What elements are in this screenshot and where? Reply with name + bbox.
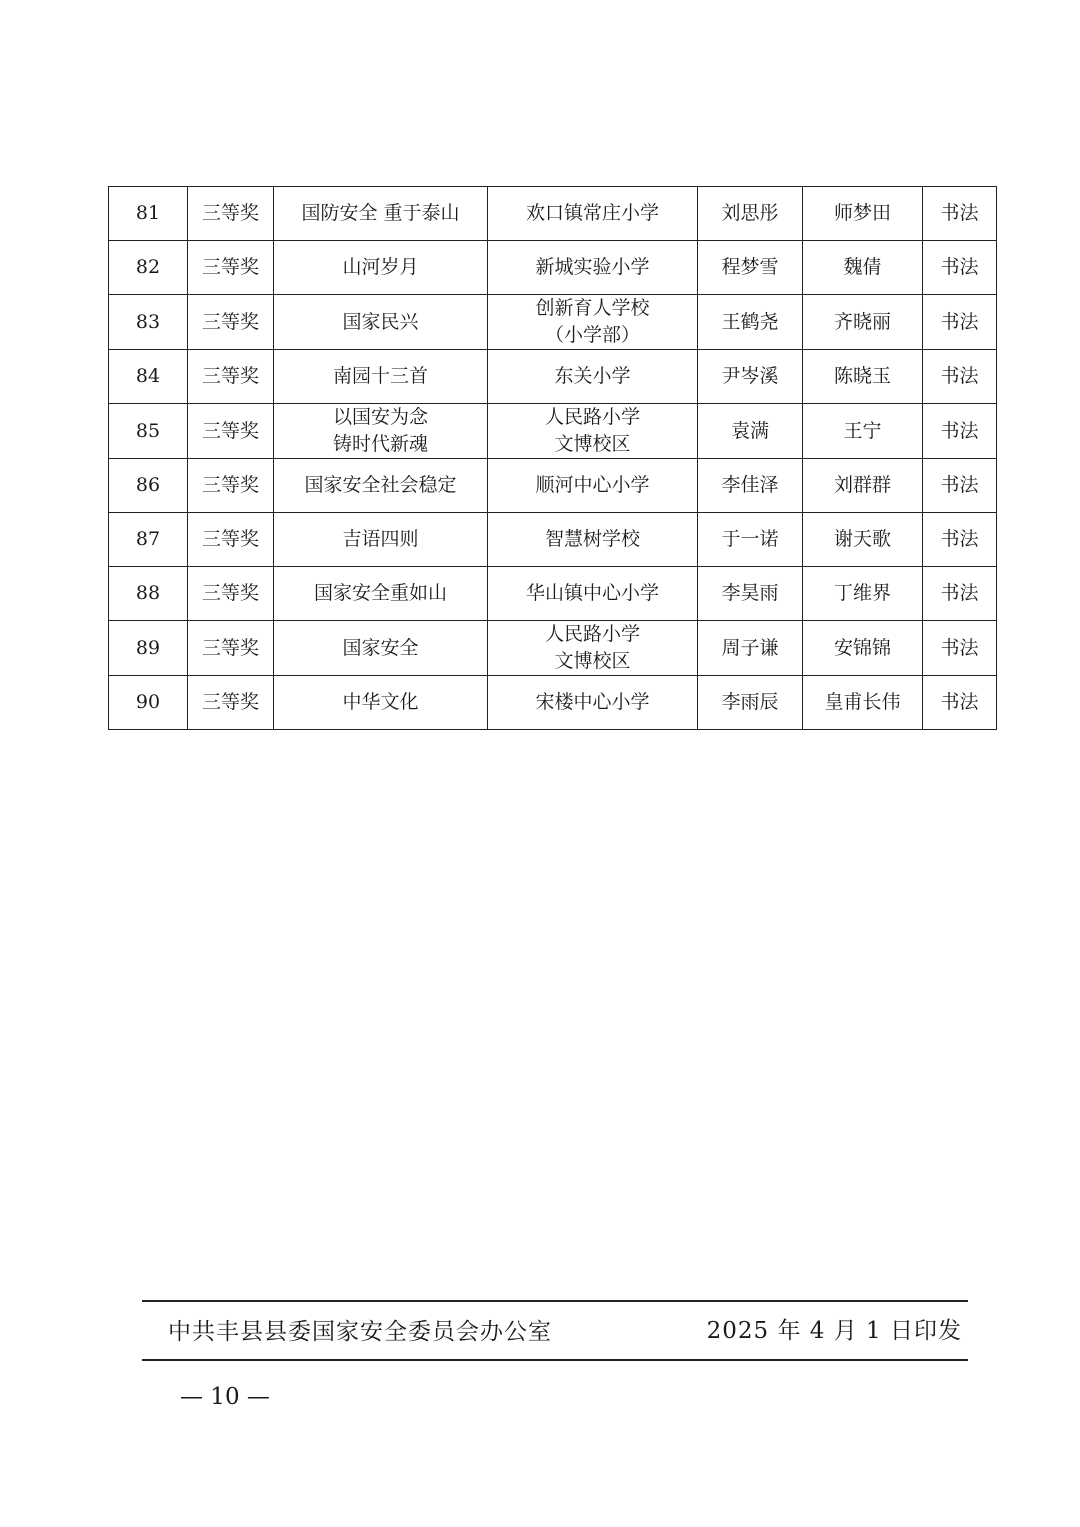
- cell-student: 李雨辰: [698, 676, 803, 730]
- cell-school-line: 文博校区: [554, 650, 631, 672]
- cell-no: 88: [109, 567, 188, 621]
- cell-category: 书法: [923, 676, 997, 730]
- cell-title-line: 铸时代新魂: [332, 433, 428, 455]
- cell-school-line: （小学部）: [544, 324, 640, 346]
- cell-teacher: 丁维界: [803, 567, 923, 621]
- cell-award: 三等奖: [188, 295, 274, 350]
- cell-school-line: 欢口镇常庄小学: [525, 202, 659, 224]
- cell-category: 书法: [923, 567, 997, 621]
- cell-no: 82: [109, 241, 188, 295]
- cell-student: 袁满: [698, 404, 803, 459]
- cell-no: 83: [109, 295, 188, 350]
- table-row: [109, 676, 997, 730]
- cell-student: 尹岑溪: [698, 350, 803, 404]
- cell-school-line: 新城实验小学: [535, 256, 650, 278]
- cell-teacher: 皇甫长伟: [803, 676, 923, 730]
- cell-teacher: 齐晓丽: [803, 295, 923, 350]
- cell-student: 刘思彤: [698, 187, 803, 241]
- cell-no: 87: [109, 513, 188, 567]
- cell-no: 86: [109, 459, 188, 513]
- cell-student: 于一诺: [698, 513, 803, 567]
- cell-school-line: 宋楼中心小学: [535, 691, 650, 713]
- cell-teacher: 陈晓玉: [803, 350, 923, 404]
- cell-school: [488, 567, 698, 621]
- cell-category: 书法: [923, 621, 997, 676]
- table-row: [109, 459, 997, 513]
- table-row: [109, 241, 997, 295]
- cell-title-line: 国家安全: [342, 636, 419, 659]
- cell-title: [274, 404, 488, 459]
- page-number: — 10 —: [180, 1384, 270, 1410]
- cell-category: 书法: [923, 513, 997, 567]
- cell-category: 书法: [923, 404, 997, 459]
- cell-school: [488, 459, 698, 513]
- cell-title-line: 吉语四则: [342, 528, 419, 550]
- cell-title-line: 南园十三首: [332, 365, 428, 387]
- cell-title: [274, 676, 488, 730]
- cell-no: 84: [109, 350, 188, 404]
- cell-no: 90: [109, 676, 188, 730]
- cell-teacher: 谢天歌: [803, 513, 923, 567]
- cell-award: 三等奖: [188, 676, 274, 730]
- table-row: [109, 404, 997, 459]
- cell-award: 三等奖: [188, 567, 274, 621]
- cell-school-line: 智慧树学校: [544, 528, 640, 550]
- cell-title: [274, 621, 488, 676]
- cell-no: 89: [109, 621, 188, 676]
- cell-teacher: 刘群群: [803, 459, 923, 513]
- cell-student: 李昊雨: [698, 567, 803, 621]
- cell-school: [488, 187, 698, 241]
- cell-title-line: 山河岁月: [342, 256, 419, 278]
- cell-student: 程梦雪: [698, 241, 803, 295]
- table-row: [109, 295, 997, 350]
- cell-school: [488, 621, 698, 676]
- cell-teacher: 师梦田: [803, 187, 923, 241]
- cell-title: [274, 350, 488, 404]
- issuer-name: 中共丰县县委国家安全委员会办公室: [168, 1319, 552, 1345]
- table-row: [109, 350, 997, 404]
- cell-school-line: 人民路小学: [544, 406, 640, 428]
- cell-school: [488, 295, 698, 350]
- cell-title: [274, 513, 488, 567]
- cell-title-line: 以国安为念: [332, 406, 428, 428]
- table-row: [109, 513, 997, 567]
- cell-teacher: 王宁: [803, 404, 923, 459]
- cell-school-line: 文博校区: [554, 433, 631, 455]
- cell-no: 85: [109, 404, 188, 459]
- cell-school-line: 东关小学: [554, 365, 631, 387]
- cell-title: [274, 187, 488, 241]
- cell-category: 书法: [923, 241, 997, 295]
- cell-school: [488, 676, 698, 730]
- award-table: [108, 186, 997, 730]
- cell-school: [488, 513, 698, 567]
- cell-title-line: 国家安全社会稳定: [304, 474, 457, 496]
- cell-school-line: 华山镇中心小学: [525, 582, 659, 604]
- cell-award: 三等奖: [188, 187, 274, 241]
- table-row: [109, 187, 997, 241]
- cell-school: [488, 404, 698, 459]
- cell-category: 书法: [923, 295, 997, 350]
- cell-student: 王鹤尧: [698, 295, 803, 350]
- footer-top-rule: [142, 1300, 968, 1302]
- cell-award: 三等奖: [188, 404, 274, 459]
- cell-award: 三等奖: [188, 350, 274, 404]
- cell-title: [274, 567, 488, 621]
- cell-title-line: 国防安全 重于泰山: [301, 202, 460, 224]
- cell-title: [274, 295, 488, 350]
- cell-title-line: 国家民兴: [342, 310, 419, 333]
- table-body: [109, 187, 997, 730]
- cell-no: 81: [109, 187, 188, 241]
- cell-title-line: 中华文化: [342, 691, 419, 713]
- cell-category: 书法: [923, 350, 997, 404]
- table-row: [109, 621, 997, 676]
- cell-category: 书法: [923, 187, 997, 241]
- cell-award: 三等奖: [188, 621, 274, 676]
- cell-school: [488, 350, 698, 404]
- cell-student: 李佳泽: [698, 459, 803, 513]
- footer-bottom-rule: [142, 1359, 968, 1361]
- cell-school-line: 创新育人学校: [535, 297, 650, 319]
- cell-title: [274, 241, 488, 295]
- issue-date: 2025 年 4 月 1 日印发: [706, 1318, 962, 1344]
- cell-student: 周子谦: [698, 621, 803, 676]
- cell-teacher: 魏倩: [803, 241, 923, 295]
- cell-school: [488, 241, 698, 295]
- cell-title-line: 国家安全重如山: [313, 582, 447, 604]
- table-row: [109, 567, 997, 621]
- cell-title: [274, 459, 488, 513]
- cell-category: 书法: [923, 459, 997, 513]
- cell-school-line: 顺河中心小学: [535, 474, 650, 496]
- cell-award: 三等奖: [188, 241, 274, 295]
- cell-school-line: 人民路小学: [544, 623, 640, 645]
- cell-teacher: 安锦锦: [803, 621, 923, 676]
- cell-award: 三等奖: [188, 513, 274, 567]
- cell-award: 三等奖: [188, 459, 274, 513]
